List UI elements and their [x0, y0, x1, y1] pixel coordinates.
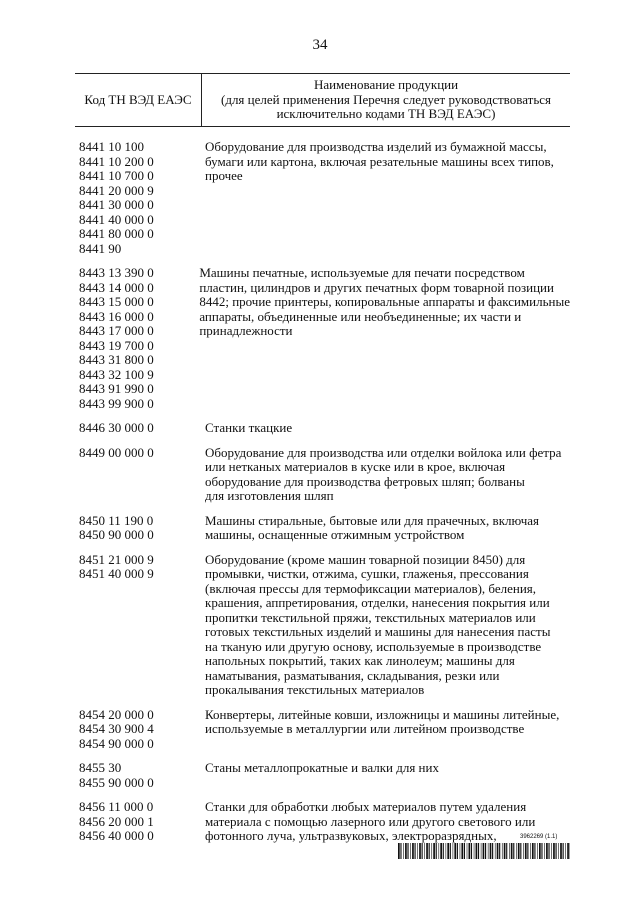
code-line: 8441 80 000 0 [79, 226, 154, 241]
code-line: 8443 14 000 0 [79, 279, 154, 295]
description-line: Станы металлопрокатные и валки для них [205, 760, 439, 775]
page-number: 34 [312, 37, 328, 53]
description-line: Станки для обработки любых материалов путем удаления [205, 799, 527, 814]
codes-cell [75, 421, 201, 436]
code-line: 8454 30 900 4 [79, 721, 154, 736]
codes-cell [75, 761, 201, 790]
table-header [75, 73, 570, 127]
description-cell [195, 266, 570, 411]
table-row [75, 446, 570, 504]
description-line: или нетканых материалов в куске или в крое, включая [205, 459, 506, 474]
table-row [75, 708, 570, 752]
header-name-line: исключительно кодами ТН ВЭД ЕАЭС) [276, 106, 496, 122]
code-line: 8441 30 000 0 [79, 197, 154, 212]
description-cell [201, 421, 570, 436]
code-line: 8443 91 990 0 [79, 381, 154, 396]
code-line: 8441 10 200 0 [79, 153, 154, 169]
table-body [75, 127, 570, 844]
description-cell [201, 553, 570, 698]
description-line: крашения, аппретирования, отделки, нанесения покрытия или [205, 595, 550, 610]
code-line: 8441 40 000 0 [79, 211, 154, 227]
description-line: фотонного луча, ультразвуковых, электроразрядных, [205, 828, 497, 843]
code-line: 8441 10 700 0 [79, 168, 154, 183]
code-line: 8443 13 390 0 [79, 265, 154, 280]
code-line: 8455 30 [79, 760, 122, 775]
description-cell [201, 800, 570, 844]
description-cell [201, 446, 570, 504]
description-line: пластин, цилиндров и других печатных форм товарной позиции [199, 279, 554, 295]
table-row [75, 266, 570, 411]
code-line: 8443 17 000 0 [79, 323, 154, 338]
header-code: Код ТН ВЭД ЕАЭС [75, 74, 202, 126]
description-line: (включая прессы для термофиксации материалов), беления, [205, 580, 537, 596]
description-line: принадлежности [199, 323, 293, 338]
code-line: 8456 11 000 0 [79, 799, 154, 814]
codes-cell [75, 446, 201, 504]
product-table [75, 73, 570, 854]
description-line: для изготовления шляп [205, 488, 334, 503]
description-line: готовых текстильных изделий и машины для нанесения пасты [205, 624, 551, 639]
code-line: 8449 00 000 0 [79, 444, 154, 460]
description-line: Оборудование для производства или отделки войлока или фетра [205, 444, 562, 460]
code-line: 8451 40 000 9 [79, 566, 154, 581]
description-line: аппараты, объединенные или необъединенные; их части и [199, 308, 522, 324]
code-line: 8450 90 000 0 [79, 527, 154, 542]
description-cell [201, 140, 570, 256]
header-name-line: Наименование продукции [313, 77, 459, 93]
code-line: 8451 21 000 9 [79, 551, 154, 567]
code-line: 8456 40 000 0 [79, 828, 154, 843]
code-line: 8450 11 190 0 [79, 512, 154, 528]
code-line: 8443 32 100 9 [79, 366, 154, 382]
table-row [75, 800, 570, 844]
description-line: Конвертеры, литейные ковши, изложницы и машины литейные, [205, 706, 560, 722]
description-line: 8442; прочие принтеры, копировальные аппараты и факсимильные [199, 294, 570, 309]
code-line: 8455 90 000 0 [79, 774, 154, 790]
description-line: на тканую или другую основу, используемые в производстве [205, 638, 542, 654]
table-row [75, 421, 570, 436]
code-line: 8446 30 000 0 [79, 420, 154, 435]
description-line: бумаги или картона, включая резательные машины всех типов, [205, 153, 554, 169]
description-line: используемые в металлургии или литейном производстве [205, 721, 525, 736]
code-line: 8441 20 000 9 [79, 182, 154, 198]
header-name [202, 74, 570, 126]
description-line: промывки, чистки, отжима, сушки, глаженья, прессования [205, 566, 529, 581]
description-line: Машины стиральные, бытовые или для прачечных, включая [205, 512, 540, 528]
description-line: Машины печатные, используемые для печати посредством [199, 265, 525, 280]
codes-cell [75, 266, 195, 411]
table-row [75, 553, 570, 698]
description-line: пропитки текстильной пряжи, текстильных материалов или [205, 609, 536, 625]
code-line: 8441 10 100 [79, 139, 144, 154]
code-line: 8443 99 900 0 [79, 395, 154, 411]
description-cell [201, 761, 570, 790]
table-row [75, 514, 570, 543]
code-line: 8443 15 000 0 [79, 294, 154, 309]
codes-cell [75, 553, 201, 698]
description-line: прочее [205, 168, 243, 183]
code-line: 8441 90 [79, 240, 122, 256]
code-line: 8443 16 000 0 [79, 308, 154, 324]
codes-cell [75, 140, 201, 256]
description-line: оборудование для производства фетровых шляп; болваны [205, 473, 525, 489]
barcode-icon [398, 843, 570, 859]
description-line: Оборудование (кроме машин товарной позиции 8450) для [205, 551, 526, 567]
description-line: материала с помощью лазерного или другого светового или [205, 813, 536, 829]
description-line: напольных покрытий, таких как линолеум; машины для [205, 653, 515, 668]
codes-cell [75, 514, 201, 543]
codes-cell [75, 800, 201, 844]
table-row [75, 140, 570, 256]
table-row [75, 761, 570, 790]
description-line: Станки ткацкие [205, 420, 293, 435]
document-id: 3962269 (1.1) [520, 834, 558, 840]
header-name-line: (для целей применения Перечня следует руководствоваться [221, 91, 551, 107]
code-line: 8454 90 000 0 [79, 735, 154, 751]
description-cell [201, 514, 570, 543]
code-line: 8443 19 700 0 [79, 337, 154, 353]
code-line: 8454 20 000 0 [79, 706, 154, 722]
description-line: наматывания, разматывания, складывания, резки или [205, 667, 500, 683]
code-line: 8443 31 800 0 [79, 352, 154, 367]
description-line: прокалывания текстильных материалов [205, 682, 425, 697]
codes-cell [75, 708, 201, 752]
description-cell [201, 708, 570, 752]
description-line: Оборудование для производства изделий из бумажной массы, [205, 139, 547, 154]
code-line: 8456 20 000 1 [79, 813, 154, 829]
description-line: машины, оснащенные отжимным устройством [205, 527, 465, 542]
